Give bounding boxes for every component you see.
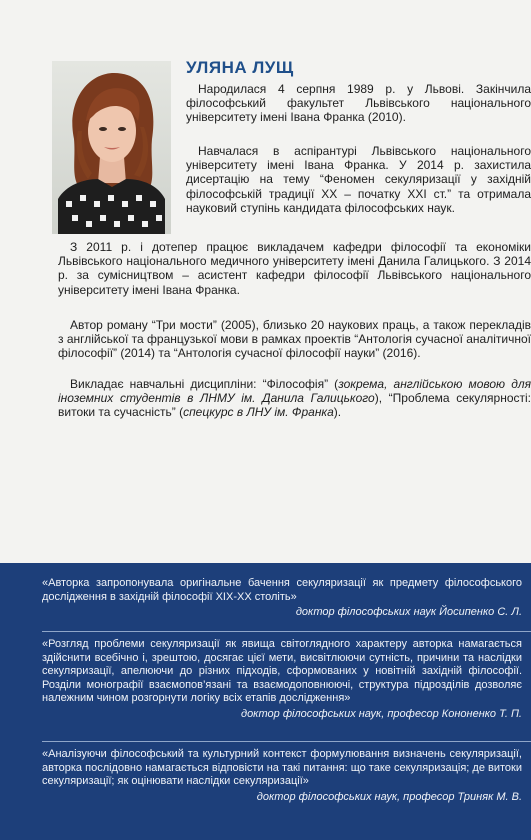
review-item bbox=[42, 577, 522, 620]
review-quote: «Авторка запропонувала оригінальне бачення секуляризації як предмету філософського дослідження в західній філософії XIX-XX століть» bbox=[42, 577, 522, 603]
bio-text-italic: зокрема, англійською мовою для іноземних студентів в ЛНМУ ім. Данила Галицького bbox=[58, 377, 531, 406]
review-item bbox=[42, 748, 522, 804]
bio-paragraph: З 2011 р. і дотепер працює викладачем кафедри філософії та економіки Львівського національного медичного університету імені Данила Галицького. З 2014 р. за сумісництвом – асистент кафедри філософії Львівського національного університету імені Івана Франка. bbox=[58, 240, 531, 297]
bio-paragraph: Навчалася в аспірантурі Львівського національного університету імені Івана Франка. У 2014 р. захистила дисертацію на тему “Феномен секуляризації у західній філософській традиції XX – початку XXI ст.” та отримала науковий ступінь кандидата філософських наук. bbox=[186, 144, 531, 215]
author-name: УЛЯНА ЛУЩ bbox=[186, 58, 294, 77]
review-attribution: доктор філософських наук, професор Кононенко Т. П. bbox=[240, 707, 522, 720]
bio-text: ). bbox=[333, 405, 342, 420]
author-photo bbox=[52, 61, 171, 234]
review-quote: «Аналізуючи філософський та культурний контекст формулювання визначень секуляризації, авторка послідовно намагається відповісти на такі питання: що таке секуляризація; де витоки секуляризації; як оцінювати наслідки секуляризації» bbox=[42, 748, 522, 787]
bio-paragraph: Народилася 4 серпня 1989 р. у Львові. Закінчила філософський факультет Львівського національного університету імені Івана Франка (2010). bbox=[186, 82, 531, 125]
review-divider bbox=[42, 741, 531, 742]
bio-text: ), “Проблема секулярності: витоки та сучасність” ( bbox=[58, 391, 531, 420]
review-quote: «Розгляд проблеми секуляризації як явища світоглядного характеру авторка намагається здійснити всебічно і, зрештою, досягає цієї мети, висвітлюючи сутність, причини та наслідки секуляризації, апелюючи до різних підходів, сформованих у новітній західній філософії. Розділи монографії взаємопов’язані та взаємодоповнюючі, структура підрозділів дозволяє належним чином розгорнути логіку всіх етапів дослідження» bbox=[42, 638, 522, 704]
reviews-band bbox=[0, 563, 531, 840]
review-item bbox=[42, 638, 522, 721]
bio-text-italic: спецкурс в ЛНУ ім. Франка bbox=[183, 405, 334, 420]
review-divider bbox=[42, 631, 531, 632]
review-attribution: доктор філософських наук, професор Триняк М. В. bbox=[256, 790, 522, 803]
author-portrait-image bbox=[52, 61, 171, 234]
bio-paragraph: Автор роману “Три мости” (2005), близько 20 наукових праць, а також перекладів з англійської та французької мови в рамках проектів “Антологія сучасної аналітичної філософії” (2014) та “Антологія сучасної філософії науки” (2016). bbox=[58, 318, 531, 361]
bio-paragraph bbox=[58, 377, 531, 437]
review-attribution: доктор філософських наук Йосипенко С. Л. bbox=[295, 606, 522, 618]
bio-text: Викладає навчальні дисципліни: “Філософія” ( bbox=[70, 377, 339, 391]
